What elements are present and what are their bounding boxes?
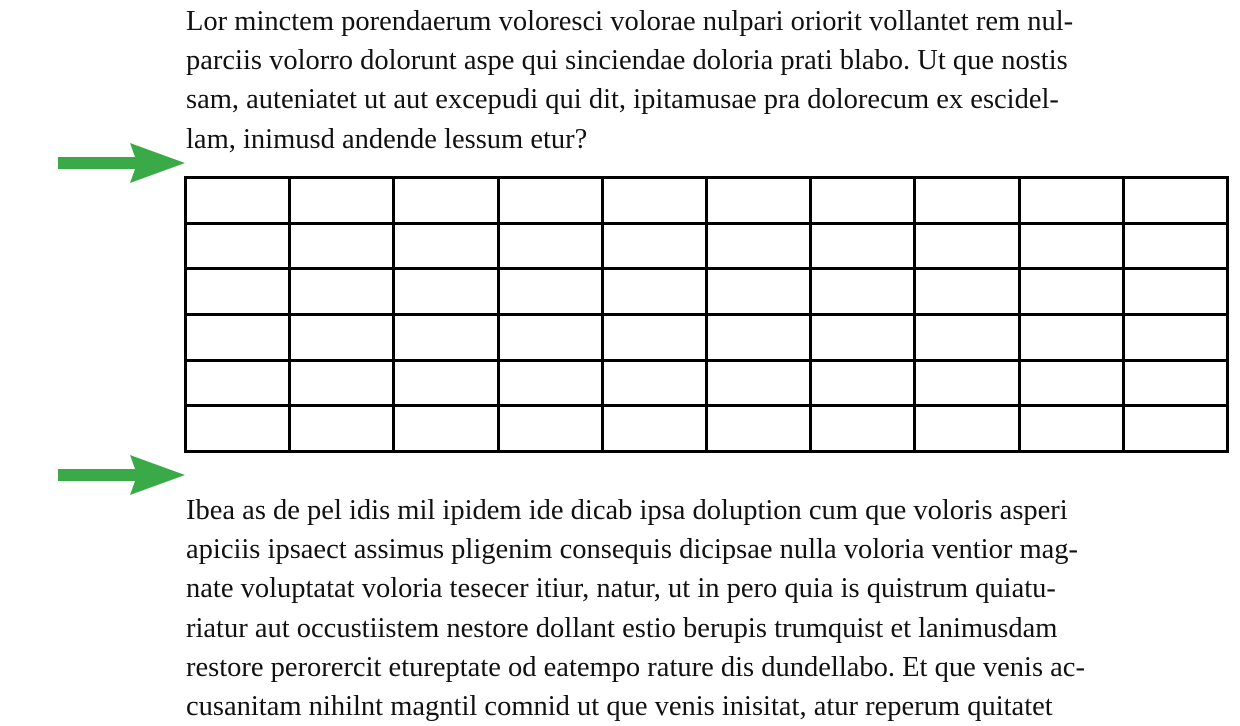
table-cell <box>394 223 498 269</box>
table-cell <box>186 314 290 360</box>
table-cell <box>915 360 1019 406</box>
table-cell <box>915 178 1019 224</box>
text-line: Lor minctem porendaerum voloresci volorae nulpari oriorit vollantet rem nul- <box>186 6 1074 37</box>
table-row <box>186 314 1228 360</box>
table-cell <box>1123 269 1227 315</box>
right-arrow-icon <box>58 454 186 496</box>
text-line: lam, inimusd andende lessum etur? <box>186 123 588 155</box>
text-line: restore perorercit etureptate od eatempo rature dis dundellabo. Et que venis ac- <box>186 651 1085 683</box>
table-cell <box>394 178 498 224</box>
table-cell <box>602 269 706 315</box>
table-cell <box>1019 178 1123 224</box>
text-line: Ibea as de pel idis mil ipidem ide dicab ipsa doluption cum que voloris asperi <box>186 495 1068 526</box>
table-cell <box>915 314 1019 360</box>
table-cell <box>498 223 602 269</box>
table-cell <box>1019 406 1123 452</box>
table-cell <box>186 269 290 315</box>
table-row <box>186 223 1228 269</box>
table-cell <box>811 360 915 406</box>
table-cell <box>915 269 1019 315</box>
table-cell <box>706 269 810 315</box>
table-cell <box>1019 314 1123 360</box>
table-cell <box>706 314 810 360</box>
table-cell <box>1019 223 1123 269</box>
table-cell <box>811 406 915 452</box>
table-cell <box>1123 406 1227 452</box>
table-cell <box>394 314 498 360</box>
table-cell <box>811 314 915 360</box>
table-cell <box>290 178 394 224</box>
table-cell <box>602 223 706 269</box>
table-cell <box>706 223 810 269</box>
table-cell <box>602 360 706 406</box>
table-cell <box>498 314 602 360</box>
table-cell <box>811 223 915 269</box>
empty-grid-table <box>184 176 1229 453</box>
text-line: parciis volorro dolorunt aspe qui sinciendae doloria prati blabo. Ut que nostis <box>186 45 1068 77</box>
table-cell <box>811 178 915 224</box>
table-row <box>186 406 1228 452</box>
table-cell <box>1123 223 1227 269</box>
table-cell <box>498 406 602 452</box>
right-arrow-icon <box>58 142 186 184</box>
table-cell <box>498 178 602 224</box>
table-cell <box>1123 360 1227 406</box>
table-cell <box>706 406 810 452</box>
table-cell <box>811 269 915 315</box>
table-cell <box>1123 178 1227 224</box>
table-cell <box>602 406 706 452</box>
table-cell <box>186 178 290 224</box>
table-cell <box>1019 360 1123 406</box>
table-cell <box>290 223 394 269</box>
table-row <box>186 178 1228 224</box>
text-line: cusanitam nihilnt magntil comnid ut que venis inisitat, atur reperum quitatet <box>186 690 1053 722</box>
table-cell <box>602 314 706 360</box>
table-cell <box>498 269 602 315</box>
table-row <box>186 269 1228 315</box>
table-cell <box>186 406 290 452</box>
text-line: riatur aut occustiistem nestore dollant estio berupis trumquist et lanimusdam <box>186 612 1058 644</box>
table-cell <box>1123 314 1227 360</box>
table-cell <box>706 360 810 406</box>
table-cell <box>394 269 498 315</box>
table-cell <box>186 360 290 406</box>
text-line: nate voluptatat voloria tesecer itiur, natur, ut in pero quia is quistrum quiatu- <box>186 573 1056 605</box>
table-cell <box>706 178 810 224</box>
table-row <box>186 360 1228 406</box>
text-line: sam, auteniatet ut aut excepudi qui dit, ipitamusae pra dolorecum ex escidel- <box>186 84 1059 116</box>
table-cell <box>394 360 498 406</box>
table-cell <box>602 178 706 224</box>
table-cell <box>915 406 1019 452</box>
paragraph-before-table <box>186 2 1240 159</box>
table-cell <box>290 269 394 315</box>
table-cell <box>394 406 498 452</box>
paragraph-after-table <box>186 491 1240 726</box>
table-cell <box>1019 269 1123 315</box>
text-line: apiciis ipsaect assimus pligenim consequis dicipsae nulla voloria ventior mag- <box>186 534 1079 566</box>
table-cell <box>498 360 602 406</box>
table-cell <box>290 406 394 452</box>
table-cell <box>915 223 1019 269</box>
table-cell <box>290 314 394 360</box>
table-cell <box>186 223 290 269</box>
table-cell <box>290 360 394 406</box>
